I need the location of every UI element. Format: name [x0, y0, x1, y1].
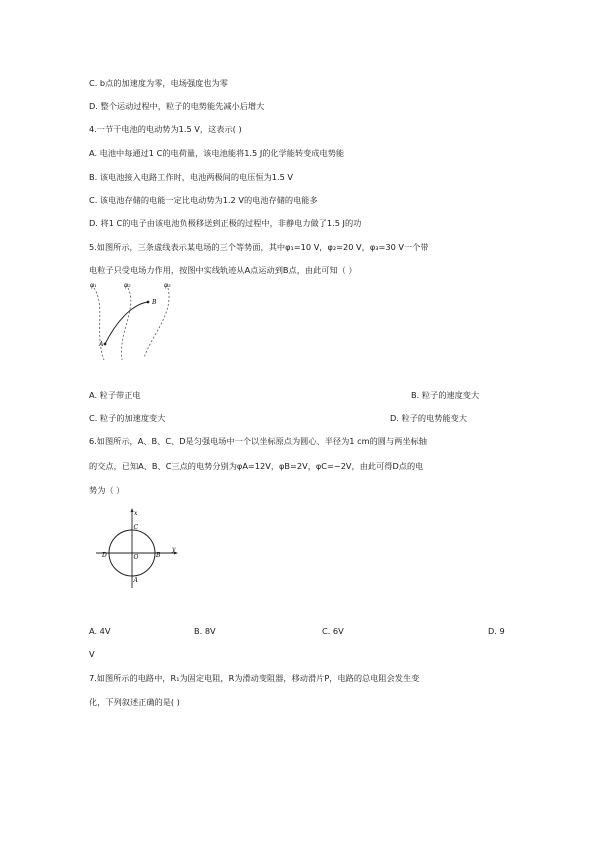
q4-option-c: C. 该电池存储的电能一定比电动势为1.2 V的电池存储的电能多 [89, 195, 318, 205]
point-d-label: D [102, 552, 107, 559]
point-a-dot [104, 343, 107, 346]
q6-stem-line2: 的交点，已知A、B、C三点的电势分别为φA=12V，φB=2V，φC=−2V，由此可得D点的电 [89, 461, 424, 471]
equipotential-figure [88, 282, 198, 362]
x-axis-label: y [172, 546, 176, 553]
q4-option-d: D. 将1 C的电子由该电池负极移送到正极的过程中，非静电力做了1.5 J的功 [89, 218, 362, 228]
q6-option-a: A. 4V [89, 626, 111, 636]
q4-stem: 4.一节干电池的电动势为1.5 V，这表示( ) [89, 124, 242, 134]
q3-option-d: D. 整个运动过程中，粒子的电势能先减小后增大 [89, 101, 265, 111]
q5-option-a: A. 粒子带正电 [89, 390, 141, 400]
q5-stem-line2: 电粒子只受电场力作用，按图中实线轨迹从A点运动到B点，由此可知（ ） [89, 265, 357, 275]
q5-option-b: B. 粒子的速度变大 [411, 390, 480, 400]
q6-option-d-wrap: V [89, 649, 95, 659]
point-c-label: C [133, 524, 139, 531]
phi1-label: φ₁ [90, 282, 97, 289]
q6-stem-line3: 势为（ ） [89, 485, 125, 495]
point-a-label: A [99, 341, 104, 348]
q7-stem-line1: 7.如图所示的电路中，R₁为固定电阻，R为滑动变阻器，移动滑片P，电路的总电阻会发生变 [89, 673, 420, 683]
q4-option-a: A. 电池中每通过1 C的电荷量，该电池能将1.5 J的化学能转变成电势能 [89, 148, 345, 158]
phi2-label: φ₂ [124, 282, 131, 289]
point-a-label: A [133, 577, 138, 584]
phi3-label: φ₃ [164, 282, 171, 289]
equipotential-line-1 [94, 288, 104, 360]
point-b-dot [147, 301, 150, 304]
q5-stem-line1: 5.如图所示，三条虚线表示某电场的三个等势面，其中φ₁=10 V，φ₂=20 V，φ₃=30 V一个带 [89, 242, 429, 252]
equipotential-line-2 [121, 288, 130, 360]
q7-stem-line2: 化，下列叙述正确的是( ) [89, 697, 180, 707]
trajectory-path [105, 302, 148, 344]
coordinate-circle-figure [94, 508, 179, 588]
point-b-label: B [152, 299, 157, 306]
q5-option-d: D. 粒子的电势能变大 [390, 413, 468, 423]
q6-stem-line1: 6.如图所示，A、B、C、D是匀强电场中一个以坐标原点为圆心、半径为1 cm的圆与两坐标轴 [89, 436, 427, 446]
q4-option-b: B. 该电池接入电路工作时，电池两极间的电压恒为1.5 V [89, 172, 293, 182]
equipotential-line-3 [144, 288, 169, 358]
origin-label: O [133, 554, 139, 561]
q6-option-b: B. 8V [194, 626, 216, 636]
y-axis-label: x [134, 510, 138, 517]
point-b-label: B [156, 552, 161, 559]
q5-option-c: C. 粒子的加速度变大 [89, 413, 166, 423]
q6-option-c: C. 6V [322, 626, 344, 636]
q3-option-c: C. b点的加速度为零，电场强度也为零 [89, 78, 228, 88]
q6-option-d: D. 9 [488, 626, 505, 636]
